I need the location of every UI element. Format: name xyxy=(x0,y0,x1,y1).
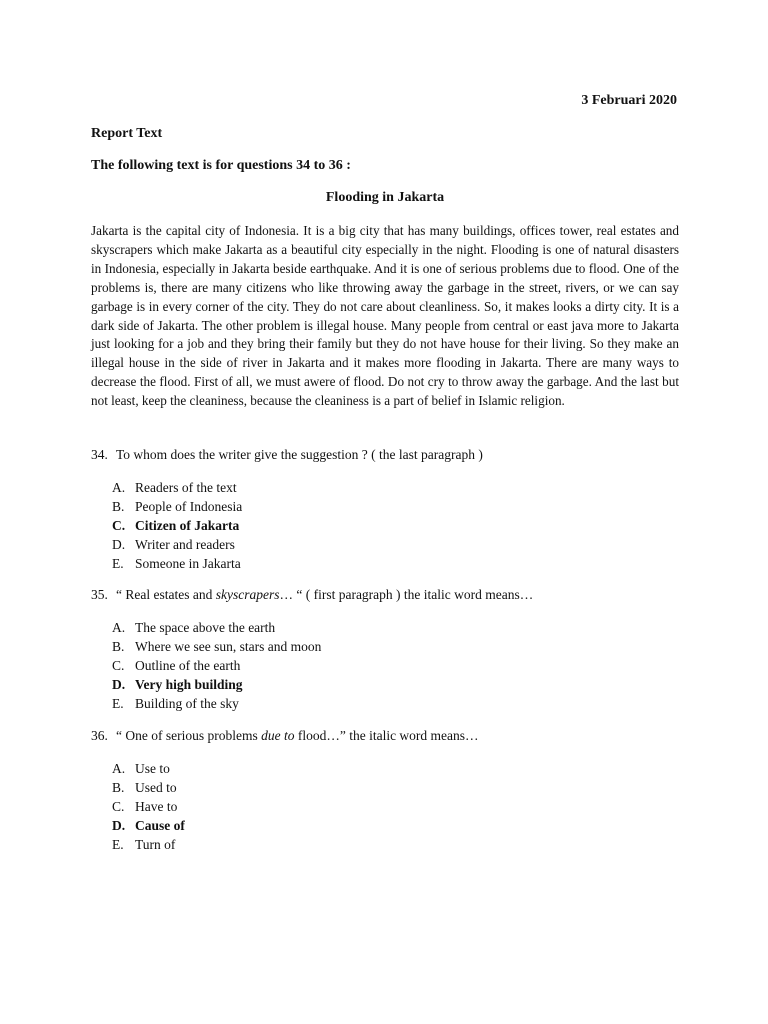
section-heading: Report Text xyxy=(91,126,163,141)
question-number: 36. xyxy=(91,728,108,743)
option-letter: A. xyxy=(112,480,126,495)
instruction-text: The following text is for questions 34 to 36 : xyxy=(91,158,351,173)
question-text-after: flood…” the italic word means… xyxy=(294,728,479,743)
option-b xyxy=(112,778,185,797)
option-text: Outline of the earth xyxy=(135,658,241,673)
question-text: To whom does the writer give the suggestion ? ( the last paragraph ) xyxy=(116,447,483,462)
option-text: Cause of xyxy=(135,818,185,833)
option-text: Readers of the text xyxy=(135,480,237,495)
option-a xyxy=(112,478,242,497)
option-text: Use to xyxy=(135,761,170,776)
option-letter: D. xyxy=(112,677,126,692)
option-text: The space above the earth xyxy=(135,620,276,635)
option-d xyxy=(112,816,185,835)
option-letter: B. xyxy=(112,780,125,795)
option-letter: D. xyxy=(112,818,126,833)
options-36 xyxy=(112,759,185,854)
passage-title: Flooding in Jakarta xyxy=(325,190,445,205)
document-date: 3 Februari 2020 xyxy=(581,93,677,108)
option-text: Where we see sun, stars and moon xyxy=(135,639,322,654)
option-letter: E. xyxy=(112,837,124,852)
question-text-before: “ Real estates and xyxy=(116,587,216,602)
option-letter: A. xyxy=(112,761,126,776)
question-number: 34. xyxy=(91,447,108,462)
option-b xyxy=(112,497,242,516)
question-text-before: “ One of serious problems xyxy=(116,728,262,743)
option-b xyxy=(112,637,321,656)
option-text: Turn of xyxy=(135,837,176,852)
option-a xyxy=(112,618,321,637)
option-letter: A. xyxy=(112,620,126,635)
option-letter: B. xyxy=(112,499,125,514)
option-letter: C. xyxy=(112,518,126,533)
option-letter: E. xyxy=(112,696,124,711)
question-35 xyxy=(91,587,679,603)
question-number: 35. xyxy=(91,587,108,602)
question-italic-word: due to xyxy=(261,728,295,743)
option-e xyxy=(112,694,321,713)
option-text: Someone in Jakarta xyxy=(135,556,241,571)
option-e xyxy=(112,835,185,854)
option-text: Writer and readers xyxy=(135,537,235,552)
option-letter: E. xyxy=(112,556,124,571)
option-a xyxy=(112,759,185,778)
question-text-after: … “ ( first paragraph ) the italic word means… xyxy=(279,587,534,602)
option-text: Building of the sky xyxy=(135,696,239,711)
option-e xyxy=(112,554,242,573)
question-italic-word: skyscrapers xyxy=(215,587,280,602)
option-letter: C. xyxy=(112,658,125,673)
option-text: Citizen of Jakarta xyxy=(135,518,240,533)
option-letter: B. xyxy=(112,639,125,654)
passage-body: Jakarta is the capital city of Indonesia. It is a big city that has many buildings, offices tower, real estates and skyscrapers which make Jakarta as a beautiful city especially in the night. Flooding is one of natural disasters in Indonesia, especially in Jakarta beside earthquake. And it is one of serious problems due to flood. One of the problems is, there are many citizens who like throwing away the garbage in the street, rivers, or we can say garbage is in every corner of the city. They do not care about cleanliness. So, it makes looks a dirty city. It is a dark side of Jakarta. The other problem is illegal house. Many people from central or east java more to Jakarta just looking for a job and they bring their family but they do not have house for their living. So they make an illegal house in the side of river in Jakarta and it makes more flooding in Jakarta. There are many ways to decrease the flood. First of all, we must awere of flood. Do not cry to throw away the garbage. And the last but not least, keep the cleaniness, because the cleaniness is a part of belief in Islamic religion. xyxy=(91,223,679,409)
option-text: Have to xyxy=(135,799,178,814)
option-c xyxy=(112,797,185,816)
option-c xyxy=(112,516,242,535)
option-text: Used to xyxy=(135,780,177,795)
option-letter: C. xyxy=(112,799,125,814)
option-text: Very high building xyxy=(135,677,243,692)
option-d xyxy=(112,535,242,554)
options-35 xyxy=(112,618,321,713)
question-36 xyxy=(91,728,679,744)
options-34 xyxy=(112,478,242,573)
question-34 xyxy=(91,447,679,463)
option-c xyxy=(112,656,321,675)
option-d xyxy=(112,675,321,694)
option-text: People of Indonesia xyxy=(135,499,243,514)
option-letter: D. xyxy=(112,537,126,552)
